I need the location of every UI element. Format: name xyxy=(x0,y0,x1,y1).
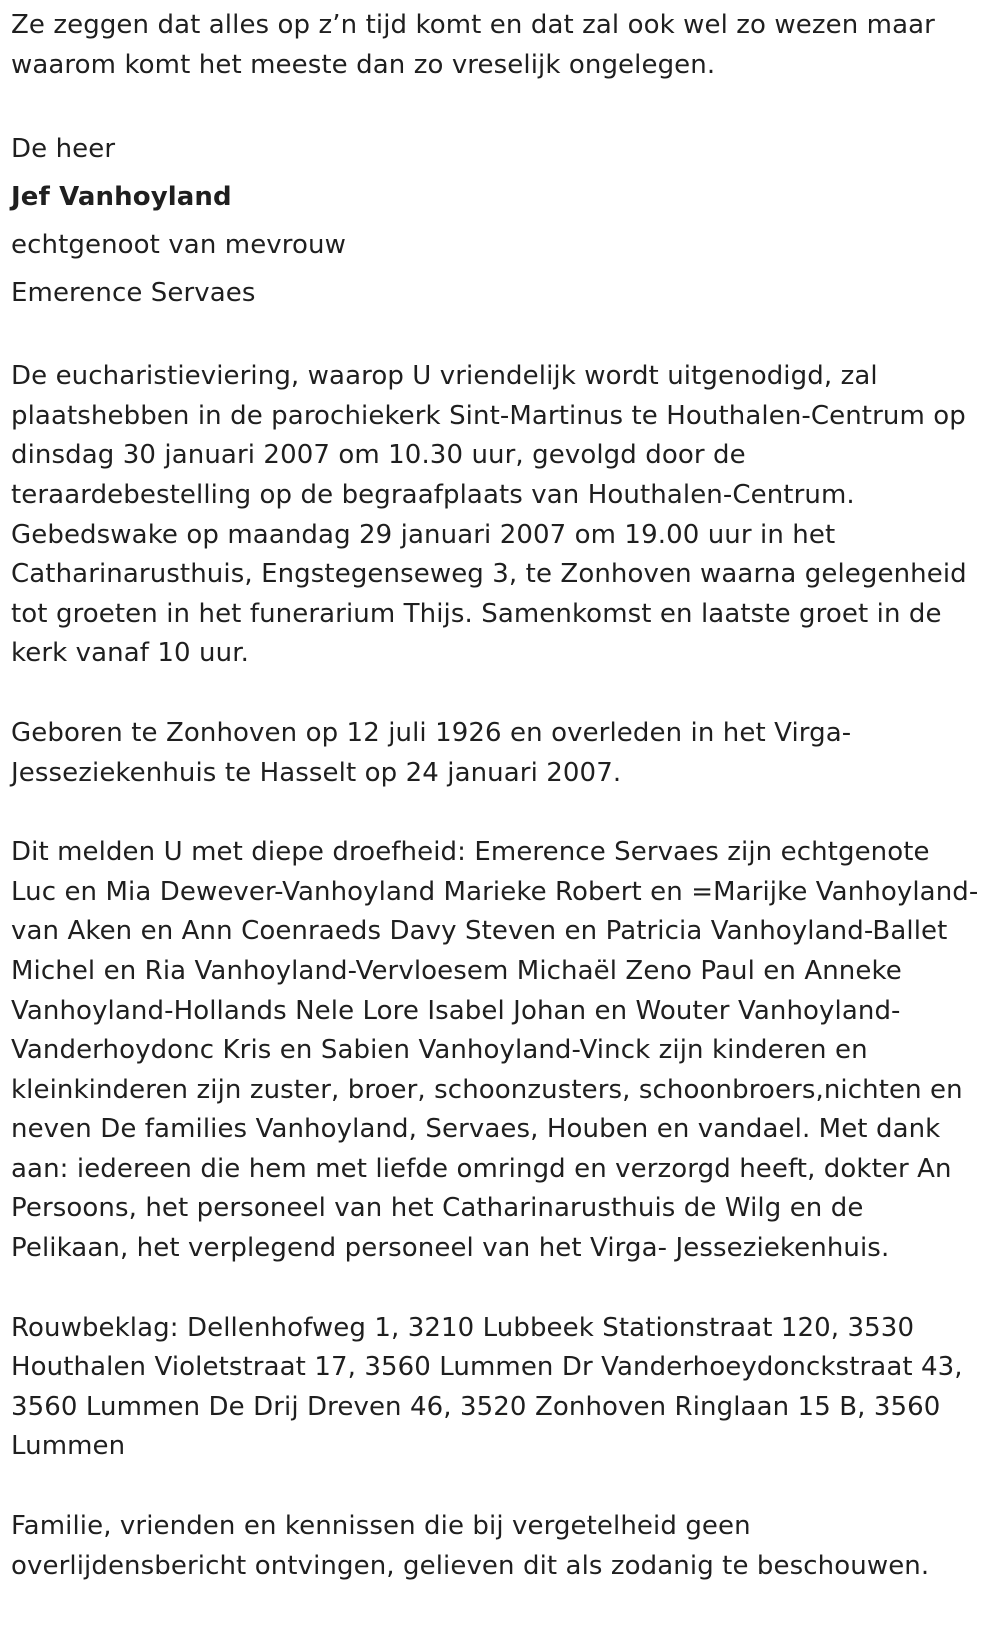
ceremony-details: De eucharistieviering, waarop U vriendelijk wordt uitgenodigd, zal plaatshebben in de parochiekerk Sint-Martinus te Houthalen-Centrum op dinsdag 30 januari 2007 om 10.30 uur, gevolgd door de teraardebestelling op de begraafplaats van Houthalen-Centrum. Gebedswake op maandag 29 januari 2007 om 19.00 uur in het Catharinarusthuis, Engstegenseweg 3, te Zonhoven waarna gelegenheid tot groeten in het funerarium Thijs. Samenkomst en laatste groet in de kerk vanaf 10 uur. xyxy=(11,361,967,669)
deceased-name: Jef Vanhoyland xyxy=(11,182,232,213)
condolence-addresses: Rouwbeklag: Dellenhofweg 1, 3210 Lubbeek Stationstraat 120, 3530 Houthalen Violetstraat 17, 3560 Lummen Dr Vanderhoeydonckstraat 43, 3560 Lummen De Drij Dreven 46, 3520 Zonhoven Ringlaan 15 B, 3560 Lummen xyxy=(11,1312,963,1462)
honorific: De heer xyxy=(11,134,116,165)
family-announcement: Dit melden U met diepe droefheid: Emerence Servaes zijn echtgenote Luc en Mia Dewever-Vanhoyland Marieke Robert en =Marijke Vanhoyland-van Aken en Ann Coenraeds Davy Steven en Patricia Vanhoyland-Ballet Michel en Ria Vanhoyland-Vervloesem Michaël Zeno Paul en Anneke Vanhoyland-Hollands Nele Lore Isabel Johan en Wouter Vanhoyland-Vanderhoydonc Kris en Sabien Vanhoyland-Vinck zijn kinderen en kleinkinderen zijn zuster, broer, schoonzusters, schoonbroers,nichten en neven De families Vanhoyland, Servaes, Houben en vandael. Met dank aan: iedereen die hem met liefde omringd en verzorgd heeft, dokter An Persoons, het personeel van het Catharinarusthuis de Wilg en de Pelikaan, het verplegend personeel van het Virga- Jesseziekenhuis. xyxy=(11,837,979,1264)
spacer xyxy=(11,1467,980,1507)
birth-death-details: Geboren te Zonhoven op 12 juli 1926 en overleden in het Virga- Jesseziekenhuis te Hasselt op 24 januari 2007. xyxy=(11,717,852,788)
opening-quote: Ze zeggen dat alles op z’n tijd komt en dat zal ook wel zo wezen maar waarom komt het meeste dan zo vreselijk ongelegen. xyxy=(11,10,935,80)
relation-text: echtgenoot van mevrouw xyxy=(11,230,346,261)
spacer xyxy=(11,85,980,125)
spacer xyxy=(11,317,980,357)
spacer xyxy=(11,1269,980,1309)
closing-note: Familie, vrienden en kennissen die bij vergetelheid geen overlijdensbericht ontvingen, gelieven dit als zodanig te beschouwen. xyxy=(11,1511,930,1581)
spacer xyxy=(11,674,980,714)
spouse-name: Emerence Servaes xyxy=(11,278,256,309)
spacer xyxy=(11,793,980,833)
